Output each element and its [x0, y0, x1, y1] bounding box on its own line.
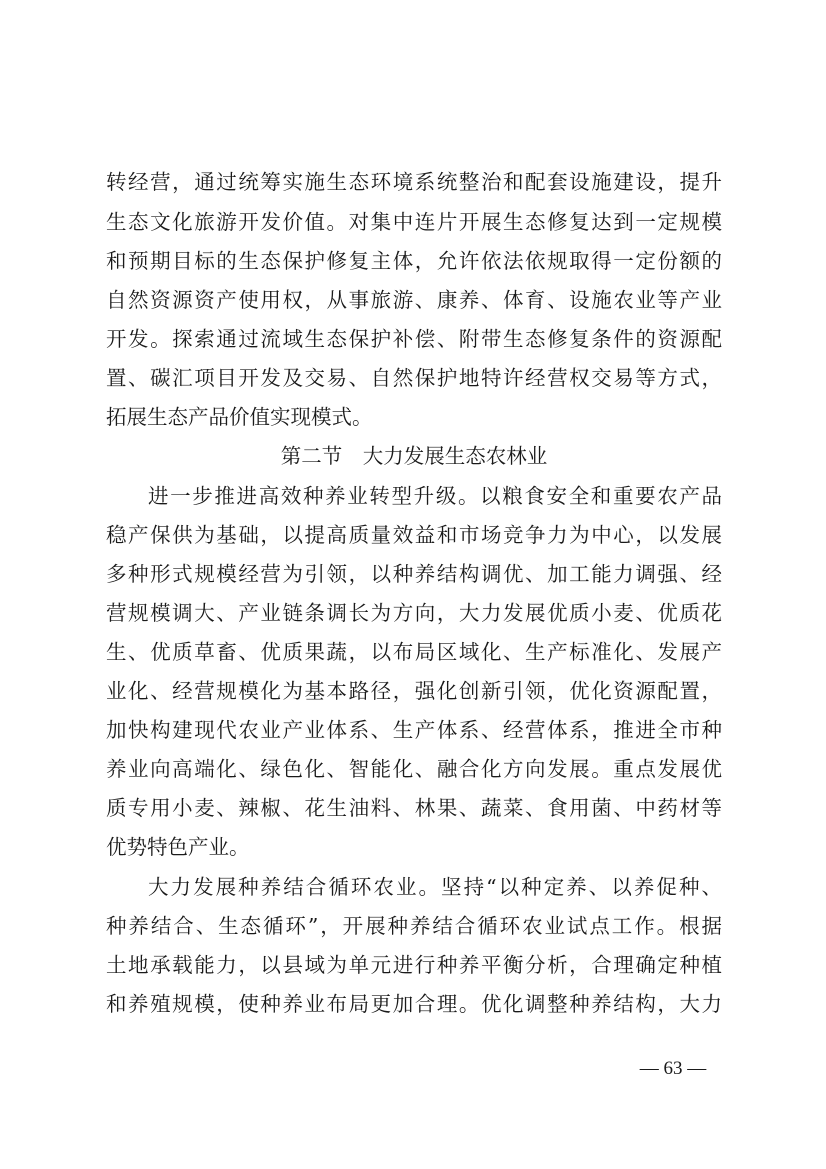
paragraph-2-line: 质专用小麦、辣椒、花生油料、林果、蔬菜、食用菌、中药材等	[106, 796, 722, 820]
paragraph-2-line: 养业向高端化、绿色化、智能化、融合化方向发展。重点发展优	[106, 757, 722, 781]
paragraph-1-line: 拓展生态产品价值实现模式。	[106, 405, 373, 429]
paragraph-3-line: 土地承载能力，以县域为单元进行种养平衡分析，合理确定种植	[106, 953, 722, 977]
section-heading: 第二节 大力发展生态农林业	[280, 444, 548, 468]
paragraph-1-line: 和预期目标的生态保护修复主体，允许依法依规取得一定份额的	[106, 249, 722, 273]
paragraph-1-line: 开发。探索通过流域生态保护补偿、附带生态修复条件的资源配	[106, 327, 722, 351]
paragraph-1-line: 置、碳汇项目开发及交易、自然保护地特许经营权交易等方式，	[106, 366, 722, 390]
paragraph-2-line: 营规模调大、产业链条调长为方向，大力发展优质小麦、优质花	[106, 601, 722, 625]
paragraph-1-line: 自然资源资产使用权，从事旅游、康养、体育、设施农业等产业	[106, 288, 722, 312]
paragraph-2-line: 生、优质草畜、优质果蔬，以布局区域化、生产标准化、发展产	[106, 640, 722, 664]
paragraph-2-line: 业化、经营规模化为基本路径，强化创新引领，优化资源配置，	[106, 679, 722, 703]
paragraph-1-line: 转经营，通过统筹实施生态环境系统整治和配套设施建设，提升	[106, 170, 722, 194]
paragraph-2-line: 优势特色产业。	[106, 835, 250, 859]
paragraph-3-line: 大力发展种养结合循环农业。坚持“以种定养、以养促种、	[148, 875, 722, 899]
paragraph-3-line: 种养结合、生态循环”，开展种养结合循环农业试点工作。根据	[106, 914, 722, 938]
paragraph-2-line: 多种形式规模经营为引领，以种养结构调优、加工能力调强、经	[106, 562, 722, 586]
paragraph-1-line: 生态文化旅游开发价值。对集中连片开展生态修复达到一定规模	[106, 210, 722, 234]
paragraph-2-line: 稳产保供为基础，以提高质量效益和市场竞争力为中心，以发展	[106, 523, 722, 547]
paragraph-2-line: 加快构建现代农业产业体系、生产体系、经营体系，推进全市种	[106, 718, 722, 742]
paragraph-3-line: 和养殖规模，使种养业布局更加合理。优化调整种养结构，大力	[106, 992, 722, 1016]
paragraph-2-line: 进一步推进高效种养业转型升级。以粮食安全和重要农产品	[148, 484, 722, 508]
page-number: — 63 —	[639, 1058, 707, 1079]
